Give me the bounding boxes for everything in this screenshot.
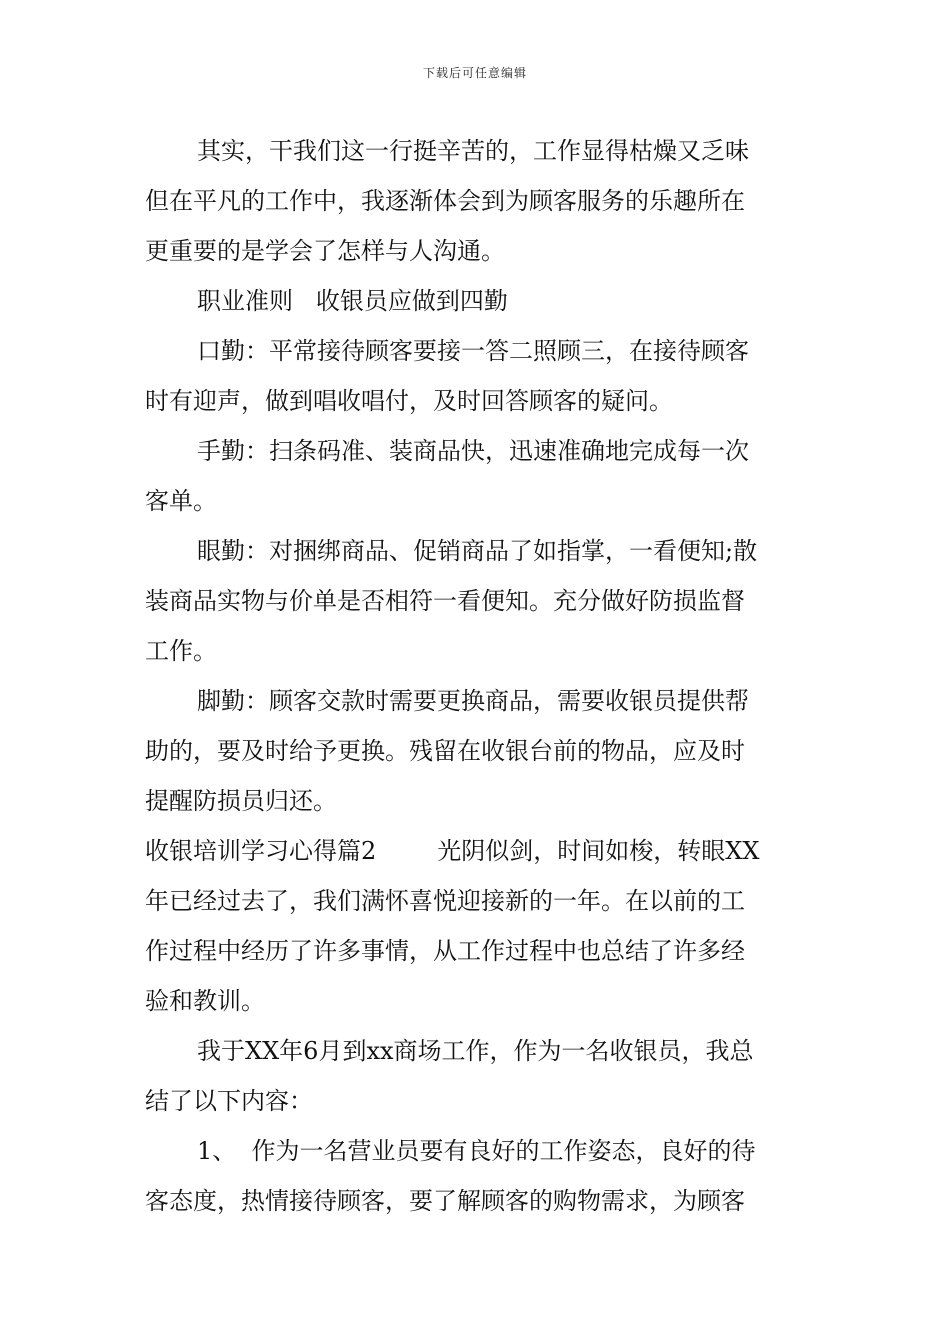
paragraph-line: 提醒防损员归还。 [145, 787, 337, 815]
section-title-line: 收银培训学习心得篇2 光阴似剑，时间如梭，转眼XX [145, 837, 760, 865]
paragraph-line: 时有迎声，做到唱收唱付，及时回答顾客的疑问。 [145, 387, 673, 415]
paragraph-line: 结了以下内容： [145, 1087, 313, 1115]
paragraph-line: 客态度，热情接待顾客，要了解顾客的购物需求，为顾客 [145, 1187, 745, 1215]
paragraph-line: 我于XX年6月到xx商场工作，作为一名收银员，我总 [197, 1037, 754, 1065]
paragraph-line: 口勤：平常接待顾客要接一答二照顾三，在接待顾客 [197, 337, 749, 365]
paragraph-line: 作过程中经历了许多事情，从工作过程中也总结了许多经 [145, 937, 745, 965]
paragraph-line: 验和教训。 [145, 987, 265, 1015]
list-item-line: 1、 作为一名营业员要有良好的工作姿态，良好的待 [197, 1137, 756, 1165]
paragraph-line: 更重要的是学会了怎样与人沟通。 [145, 237, 505, 265]
document-body [145, 126, 810, 1226]
paragraph-line: 助的，要及时给予更换。残留在收银台前的物品，应及时 [145, 737, 745, 765]
paragraph-line: 但在平凡的工作中，我逐渐体会到为顾客服务的乐趣所在 [145, 187, 745, 215]
paragraph-line: 眼勤：对捆绑商品、促销商品了如指掌，一看便知;散 [197, 537, 758, 565]
paragraph-line: 其实，干我们这一行挺辛苦的，工作显得枯燥又乏味 [197, 137, 749, 165]
paragraph-line: 客单。 [145, 487, 217, 515]
paragraph-line: 手勤：扫条码准、装商品快，迅速准确地完成每一次 [197, 437, 749, 465]
paragraph-line: 装商品实物与价单是否相符一看便知。充分做好防损监督 [145, 587, 745, 615]
paragraph-line: 脚勤：顾客交款时需要更换商品，需要收银员提供帮 [197, 687, 749, 715]
section-heading: 职业准则 收银员应做到四勤 [197, 287, 508, 315]
page-header: 下载后可任意编辑 [422, 66, 527, 80]
paragraph-line: 年已经过去了，我们满怀喜悦迎接新的一年。在以前的工 [145, 887, 745, 915]
paragraph-line: 工作。 [145, 637, 217, 665]
